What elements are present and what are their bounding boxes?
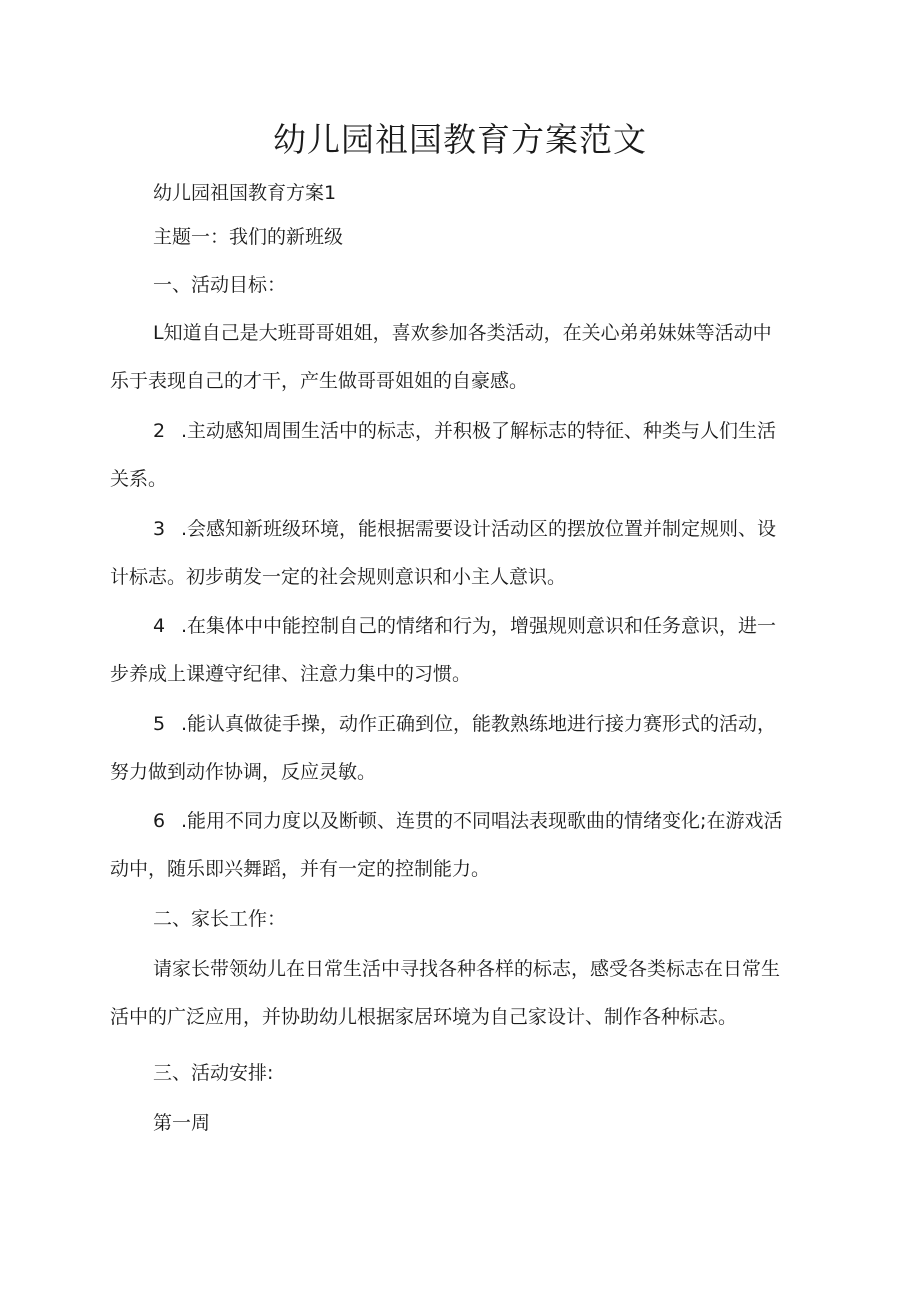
goal-2-text: .主动感知周围生活中的标志，并积极了解标志的特征、种类与人们生活 bbox=[181, 420, 777, 442]
goal-5-line-1 bbox=[153, 709, 776, 739]
goals-heading: 一、活动目标： bbox=[153, 274, 287, 296]
document-title: 幼儿园祖国教育方案范文 bbox=[273, 120, 647, 159]
schedule-heading: 三、活动安排: bbox=[153, 1062, 274, 1084]
goal-4-line-1 bbox=[153, 611, 776, 641]
goal-6-line-1 bbox=[153, 806, 782, 836]
goal-6-line-2: 动中，随乐即兴舞蹈，并有一定的控制能力。 bbox=[110, 858, 491, 880]
goal-1-line-1: L知道自己是大班哥哥姐姐，喜欢参加各类活动，在关心弟弟妹妹等活动中 bbox=[153, 322, 772, 344]
goal-3-line-2: 计标志。初步萌发一定的社会规则意识和小主人意识。 bbox=[110, 566, 567, 588]
goal-6-text: .能用不同力度以及断顿、连贯的不同唱法表现歌曲的情绪变化;在游戏活 bbox=[181, 810, 783, 832]
week-1-heading: 第一周 bbox=[153, 1112, 211, 1134]
goal-3-text: .会感知新班级环境，能根据需要设计活动区的摆放位置并制定规则、设 bbox=[181, 518, 777, 540]
goal-5-text: .能认真做徒手操，动作正确到位，能教熟练地进行接力赛形式的活动， bbox=[181, 713, 777, 735]
goal-6-number: 6 bbox=[153, 810, 166, 832]
parents-line-2: 活中的广泛应用，并协助幼儿根据家居环境为自己家设计、制作各种标志。 bbox=[110, 1006, 738, 1028]
theme-heading: 主题一：我们的新班级 bbox=[153, 226, 344, 248]
goal-2-line-1 bbox=[153, 416, 776, 446]
goal-5-line-2: 努力做到动作协调，反应灵敏。 bbox=[110, 761, 377, 783]
goal-3-number: 3 bbox=[153, 518, 166, 540]
goal-2-number: 2 bbox=[153, 420, 166, 442]
goal-3-line-1 bbox=[153, 514, 776, 544]
goal-4-text: .在集体中中能控制自己的情绪和行为，增强规则意识和任务意识，进一 bbox=[181, 615, 777, 637]
parents-heading: 二、家长工作： bbox=[153, 908, 287, 930]
goal-5-number: 5 bbox=[153, 713, 166, 735]
goal-1-line-2: 乐于表现自己的才干，产生做哥哥姐姐的自豪感。 bbox=[110, 370, 529, 392]
goal-2-line-2: 关系。 bbox=[110, 468, 168, 490]
section-heading: 幼儿园祖国教育方案1 bbox=[153, 182, 337, 204]
goal-4-number: 4 bbox=[153, 615, 166, 637]
goal-4-line-2: 步养成上课遵守纪律、注意力集中的习惯。 bbox=[110, 663, 472, 685]
parents-line-1: 请家长带领幼儿在日常生活中寻找各种各样的标志，感受各类标志在日常生 bbox=[153, 958, 781, 980]
